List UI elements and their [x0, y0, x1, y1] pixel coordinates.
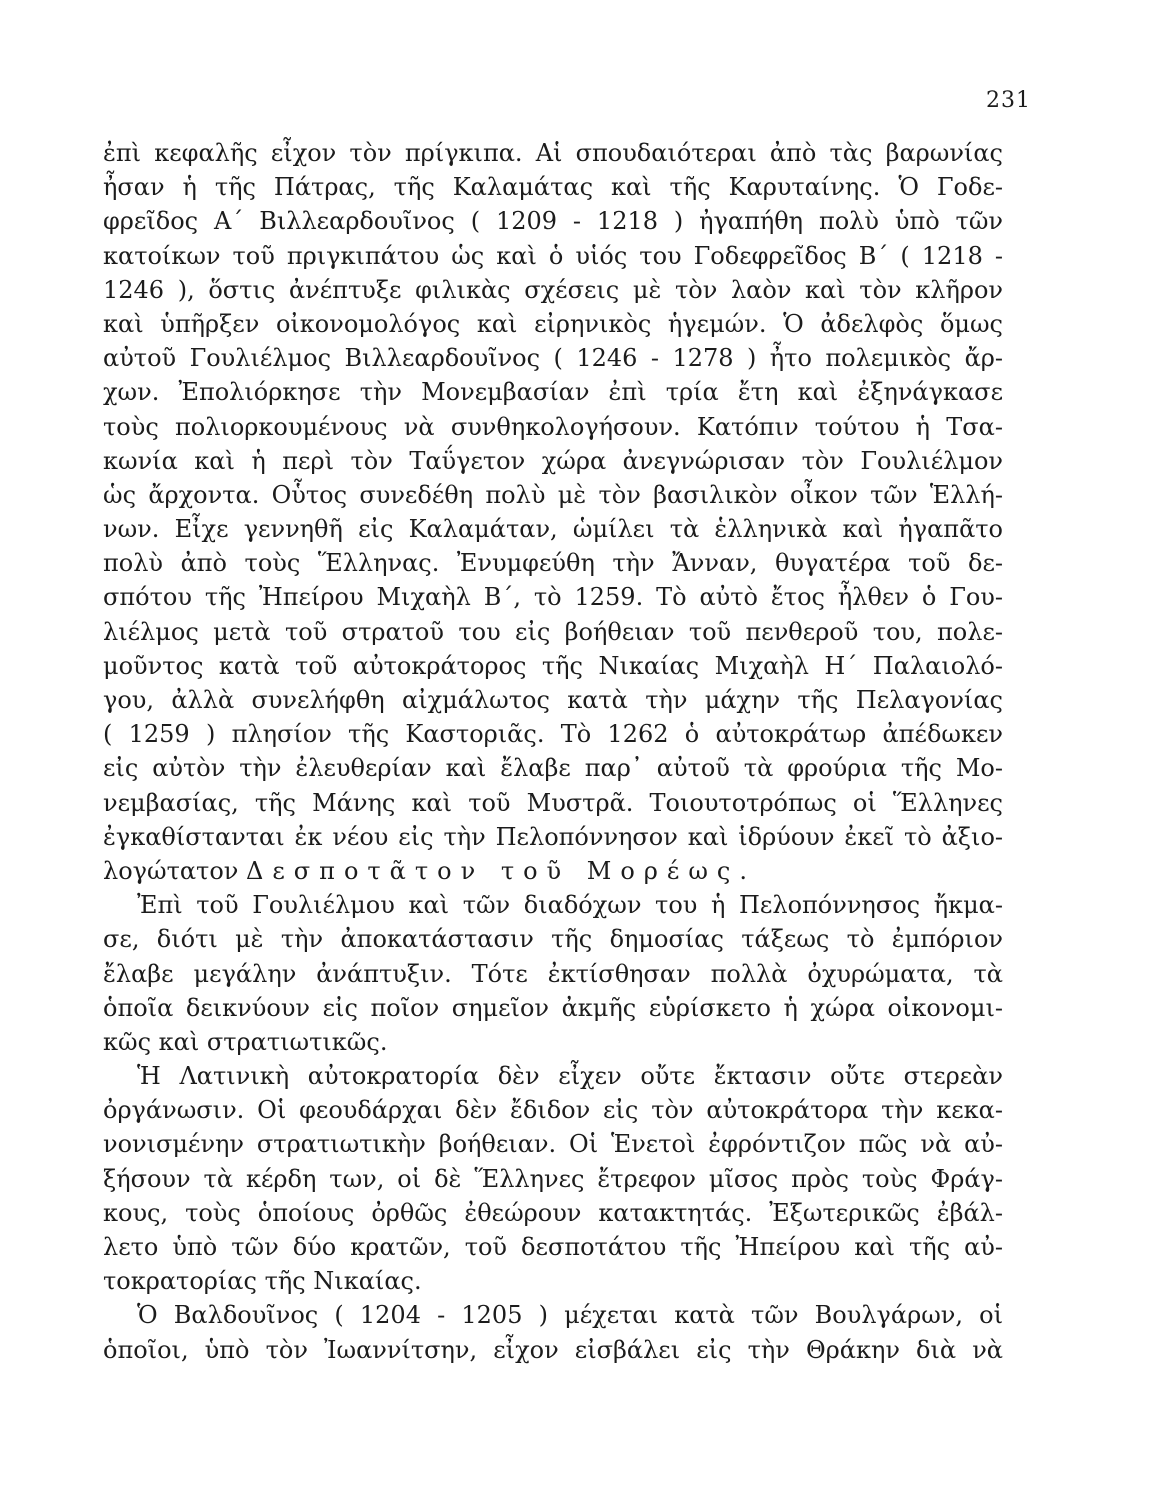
text-line-content: φρεῖδος Α΄ Βιλλεαρδουῖνος ( 1209 - 1218 ) ἠγαπήθη πολὺ ὑπὸ τῶν — [103, 207, 1003, 236]
text-line-content: εἰς αὐτὸν τὴν ἐλευθερίαν καὶ ἔλαβε παρ᾽ αὐτοῦ τὰ φρούρια τῆς Μο- — [103, 754, 1003, 783]
text-line-content: νονισμένην στρατιωτικὴν βοήθειαν. Οἱ Ἑνετοὶ ἐφρόντιζον πῶς νὰ αὐ- — [103, 1130, 1003, 1159]
text-line — [103, 1127, 1003, 1161]
text-line — [103, 239, 1003, 273]
text-line — [103, 410, 1003, 444]
text-line-content: ὁποῖοι, ὑπὸ τὸν Ἰωαννίτσην, εἶχον εἰσβάλει εἰς τὴν Θράκην διὰ νὰ — [103, 1335, 1003, 1364]
text-line-content: Ἡ Λατινικὴ αὐτοκρατορία δὲν εἶχεν οὔτε ἔκτασιν οὔτε στερεὰν — [137, 1062, 1003, 1091]
text-line — [103, 717, 1003, 751]
text-line — [103, 615, 1003, 649]
text-line-content: Ὁ Βαλδουῖνος ( 1204 - 1205 ) μέχεται κατὰ τῶν Βουλγάρων, οἱ — [137, 1301, 1003, 1330]
text-line-content: κωνία καὶ ἡ περὶ τὸν Ταΰγετον χώρα ἀνεγνώρισαν τὸν Γουλιέλμον — [103, 446, 1003, 475]
text-line — [103, 307, 1003, 341]
text-line — [103, 1093, 1003, 1127]
text-line — [103, 786, 1003, 820]
text-line — [103, 546, 1003, 580]
text-line — [103, 683, 1003, 717]
text-line-content: τοὺς πολιορκουμένους νὰ συνθηκολογήσουν. Κατόπιν τούτου ἡ Τσα- — [103, 412, 1003, 441]
text-line-content: ἐπὶ κεφαλῆς εἶχον τὸν πρίγκιπα. Αἱ σπουδαιότεραι ἀπὸ τὰς βαρωνίας — [103, 139, 1003, 167]
text-line — [103, 1196, 1003, 1230]
text-line — [103, 512, 1003, 546]
text-line — [103, 580, 1003, 614]
text-line-content: ὡς ἄρχοντα. Οὗτος συνεδέθη πολὺ μὲ τὸν βασιλικὸν οἶκον τῶν Ἑλλή- — [103, 480, 1003, 509]
text-line-content: τοκρατορίας τῆς Νικαίας. — [103, 1267, 422, 1296]
text-line-content: ὁποῖα δεικνύουν εἰς ποῖον σημεῖον ἀκμῆς εὑρίσκετο ἡ χώρα οἰκονομι- — [103, 993, 1003, 1022]
text-line-content: ἔλαβε μεγάλην ἀνάπτυξιν. Τότε ἐκτίσθησαν πολλὰ ὀχυρώματα, τὰ — [103, 959, 1003, 988]
page-number: 231 — [986, 88, 1031, 113]
text-line-content: χων. Ἐπολιόρκησε τὴν Μονεμβασίαν ἐπὶ τρία ἔτη καὶ ἐξηνάγκασε — [103, 378, 1003, 407]
text-line — [103, 341, 1003, 375]
text-line-content: ξήσουν τὰ κέρδη των, οἱ δὲ Ἕλληνες ἔτρεφον μῖσος πρὸς τοὺς Φράγ- — [103, 1164, 1003, 1193]
text-line-content: Ἐπὶ τοῦ Γουλιέλμου καὶ τῶν διαδόχων του ἡ Πελοπόννησος ἤκμα- — [137, 891, 1003, 920]
text-line-content: κατοίκων τοῦ πριγκιπάτου ὡς καὶ ὁ υἱός του Γοδεφρεῖδος Β΄ ( 1218 - — [103, 241, 1003, 270]
text-line-content: ἐγκαθίστανται ἐκ νέου εἰς τὴν Πελοπόννησον καὶ ἱδρύουν ἐκεῖ τὸ ἀξιο- — [103, 822, 1003, 851]
text-line-content: λιέλμος μετὰ τοῦ στρατοῦ του εἰς βοήθειαν τοῦ πενθεροῦ του, πολε- — [103, 617, 1003, 646]
text-line — [103, 1162, 1003, 1196]
text-line — [103, 751, 1003, 785]
text-line-content: σε, διότι μὲ τὴν ἀποκατάστασιν τῆς δημοσίας τάξεως τὸ ἐμπόριον — [103, 925, 1003, 954]
body-text — [103, 136, 1003, 1367]
text-line — [103, 922, 1003, 956]
text-line — [103, 136, 1003, 170]
text-line-content: γου, ἀλλὰ συνελήφθη αἰχμάλωτος κατὰ τὴν μάχην τῆς Πελαγονίας — [103, 686, 1003, 714]
text-line-content: ὀργάνωσιν. Οἱ φεουδάρχαι δὲν ἔδιδον εἰς τὸν αὐτοκράτορα τὴν κεκα- — [103, 1096, 1003, 1125]
text-line-content: 1246 ), ὅστις ἀνέπτυξε φιλικὰς σχέσεις μὲ τὸν λαὸν καὶ τὸν κλῆρον — [103, 275, 1003, 304]
text-line — [103, 1059, 1003, 1093]
text-line — [103, 1025, 1003, 1059]
text-line — [103, 375, 1003, 409]
text-line — [103, 273, 1003, 307]
text-line — [103, 820, 1003, 854]
text-line — [103, 478, 1003, 512]
text-line — [103, 444, 1003, 478]
text-line-content: νων. Εἶχε γεννηθῆ εἰς Καλαμάταν, ὡμίλει τὰ ἑλληνικὰ καὶ ἠγαπᾶτο — [103, 515, 1003, 544]
text-line-content: μοῦντος κατὰ τοῦ αὐτοκράτορος τῆς Νικαίας Μιχαὴλ Η΄ Παλαιολό- — [103, 651, 1003, 680]
text-line-content: σπότου τῆς Ἠπείρου Μιχαὴλ Β΄, τὸ 1259. Τὸ αὐτὸ ἔτος ἦλθεν ὁ Γου- — [103, 583, 1003, 612]
text-line-content: καὶ ὑπῆρξεν οἰκονομολόγος καὶ εἰρηνικὸς ἡγεμών. Ὁ ἀδελφὸς ὅμως — [103, 309, 1003, 338]
text-line — [103, 991, 1003, 1025]
spaced-emphasis: Δεσποτᾶτον τοῦ Μορέως. — [246, 856, 756, 885]
text-line — [103, 1333, 1003, 1367]
text-line-content: πολὺ ἀπὸ τοὺς Ἕλληνας. Ἐνυμφεύθη τὴν Ἄνναν, θυγατέρα τοῦ δε- — [103, 549, 1003, 578]
text-line — [103, 649, 1003, 683]
text-line — [103, 957, 1003, 991]
text-line-content: ( 1259 ) πλησίον τῆς Καστοριᾶς. Τὸ 1262 ὁ αὐτοκράτωρ ἀπέδωκεν — [103, 720, 1003, 749]
text-line-content: αὐτοῦ Γουλιέλμος Βιλλεαρδουῖνος ( 1246 - 1278 ) ἦτο πολεμικὸς ἄρ- — [103, 344, 1003, 373]
text-line — [103, 204, 1003, 238]
text-line — [103, 170, 1003, 204]
text-line-content: λετο ὑπὸ τῶν δύο κρατῶν, τοῦ δεσποτάτου τῆς Ἠπείρου καὶ τῆς αὐ- — [103, 1233, 1003, 1261]
text-line-content: κους, τοὺς ὁποίους ὀρθῶς ἐθεώρουν κατακτητάς. Ἐξωτερικῶς ἐβάλ- — [103, 1198, 1003, 1227]
text-line-content: λογώτατον — [103, 856, 239, 885]
text-line — [103, 1230, 1003, 1264]
text-line-content: νεμβασίας, τῆς Μάνης καὶ τοῦ Μυστρᾶ. Τοιουτοτρόπως οἱ Ἕλληνες — [103, 788, 1003, 817]
text-line — [103, 888, 1003, 922]
text-line-content: ἦσαν ἡ τῆς Πάτρας, τῆς Καλαμάτας καὶ τῆς Καρυταίνης. Ὁ Γοδε- — [103, 173, 1003, 202]
text-line — [103, 1264, 1003, 1298]
text-line — [103, 854, 1003, 888]
text-line-content: κῶς καὶ στρατιωτικῶς. — [103, 1027, 388, 1056]
text-line — [103, 1298, 1003, 1332]
